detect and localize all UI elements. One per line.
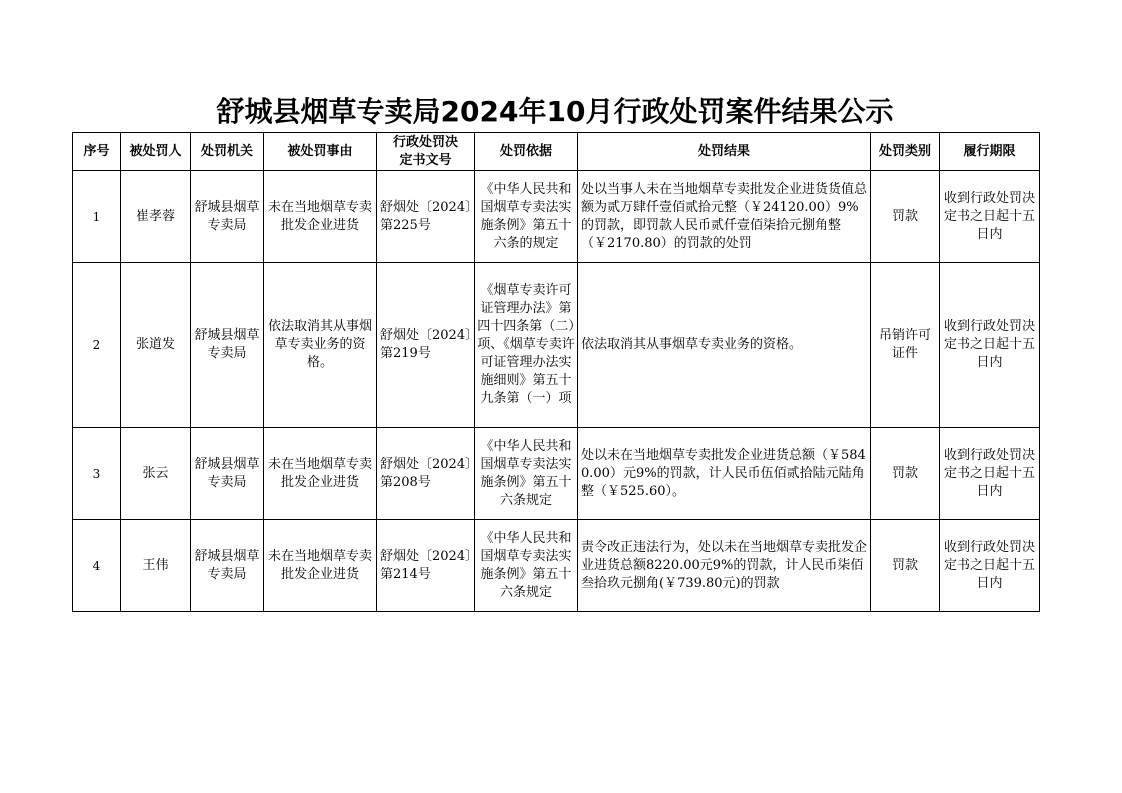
cell-agency: 舒城县烟草专卖局 [191,171,264,263]
cell-reason: 未在当地烟草专卖批发企业进货 [264,520,377,612]
cell-reason: 未在当地烟草专卖批发企业进货 [264,428,377,520]
cell-deadline: 收到行政处罚决定书之日起十五日内 [940,428,1040,520]
header-deadline: 履行期限 [940,133,1040,171]
cell-deadline: 收到行政处罚决定书之日起十五日内 [940,263,1040,428]
cell-doc-no: 舒烟处〔2024〕第214号 [377,520,475,612]
header-result: 处罚结果 [578,133,871,171]
cell-doc-no: 舒烟处〔2024〕第225号 [377,171,475,263]
cell-agency: 舒城县烟草专卖局 [191,263,264,428]
header-reason: 被处罚事由 [264,133,377,171]
cell-seq: 3 [73,428,121,520]
cell-basis: 《烟草专卖许可证管理办法》第四十四条第（二）项、《烟草专卖许可证管理办法实施细则》第五十九条第（一）项 [475,263,578,428]
header-basis: 处罚依据 [475,133,578,171]
header-agency: 处罚机关 [191,133,264,171]
cell-basis: 《中华人民共和国烟草专卖法实施条例》第五十六条的规定 [475,171,578,263]
cell-doc-no: 舒烟处〔2024〕第219号 [377,263,475,428]
cell-category: 罚款 [871,171,940,263]
table-row [73,263,1040,428]
table-row [73,428,1040,520]
cell-person: 张道发 [121,263,191,428]
cell-doc-no: 舒烟处〔2024〕第208号 [377,428,475,520]
page-title: 舒城县烟草专卖局2024年10月行政处罚案件结果公示 [216,95,894,128]
cell-person: 崔孝蓉 [121,171,191,263]
cell-seq: 2 [73,263,121,428]
cell-seq: 4 [73,520,121,612]
cell-agency: 舒城县烟草专卖局 [191,428,264,520]
cell-basis: 《中华人民共和国烟草专卖法实施条例》第五十六条规定 [475,520,578,612]
header-seq: 序号 [73,133,121,171]
cell-deadline: 收到行政处罚决定书之日起十五日内 [940,171,1040,263]
cell-deadline: 收到行政处罚决定书之日起十五日内 [940,520,1040,612]
cell-basis: 《中华人民共和国烟草专卖法实施条例》第五十六条规定 [475,428,578,520]
cell-person: 王伟 [121,520,191,612]
table-row [73,520,1040,612]
cell-result: 依法取消其从事烟草专卖业务的资格。 [578,263,871,428]
header-person: 被处罚人 [121,133,191,171]
cell-category: 罚款 [871,428,940,520]
cell-result: 处以未在当地烟草专卖批发企业进货总额（￥5840.00）元9%的罚款，计人民币伍佰贰拾陆元陆角整（￥525.60）。 [578,428,871,520]
cell-result: 处以当事人未在当地烟草专卖批发企业进货货值总额为贰万肆仟壹佰贰拾元整（￥24120.00）9%的罚款，即罚款人民币贰仟壹佰柒拾元捌角整（￥2170.80）的罚款的处罚 [578,171,871,263]
header-doc-no: 行政处罚决定书文号 [377,133,475,171]
table-row [73,171,1040,263]
cell-reason: 依法取消其从事烟草专卖业务的资格。 [264,263,377,428]
cell-category: 吊销许可证件 [871,263,940,428]
cell-reason: 未在当地烟草专卖批发企业进货 [264,171,377,263]
header-category: 处罚类别 [871,133,940,171]
cell-person: 张云 [121,428,191,520]
penalty-results-table [72,132,1040,612]
cell-result: 责令改正违法行为，处以未在当地烟草专卖批发企业进货总额8220.00元9%的罚款，计人民币柒佰叁拾玖元捌角(￥739.80元)的罚款 [578,520,871,612]
cell-agency: 舒城县烟草专卖局 [191,520,264,612]
cell-seq: 1 [73,171,121,263]
table-header-row [73,133,1040,171]
cell-category: 罚款 [871,520,940,612]
